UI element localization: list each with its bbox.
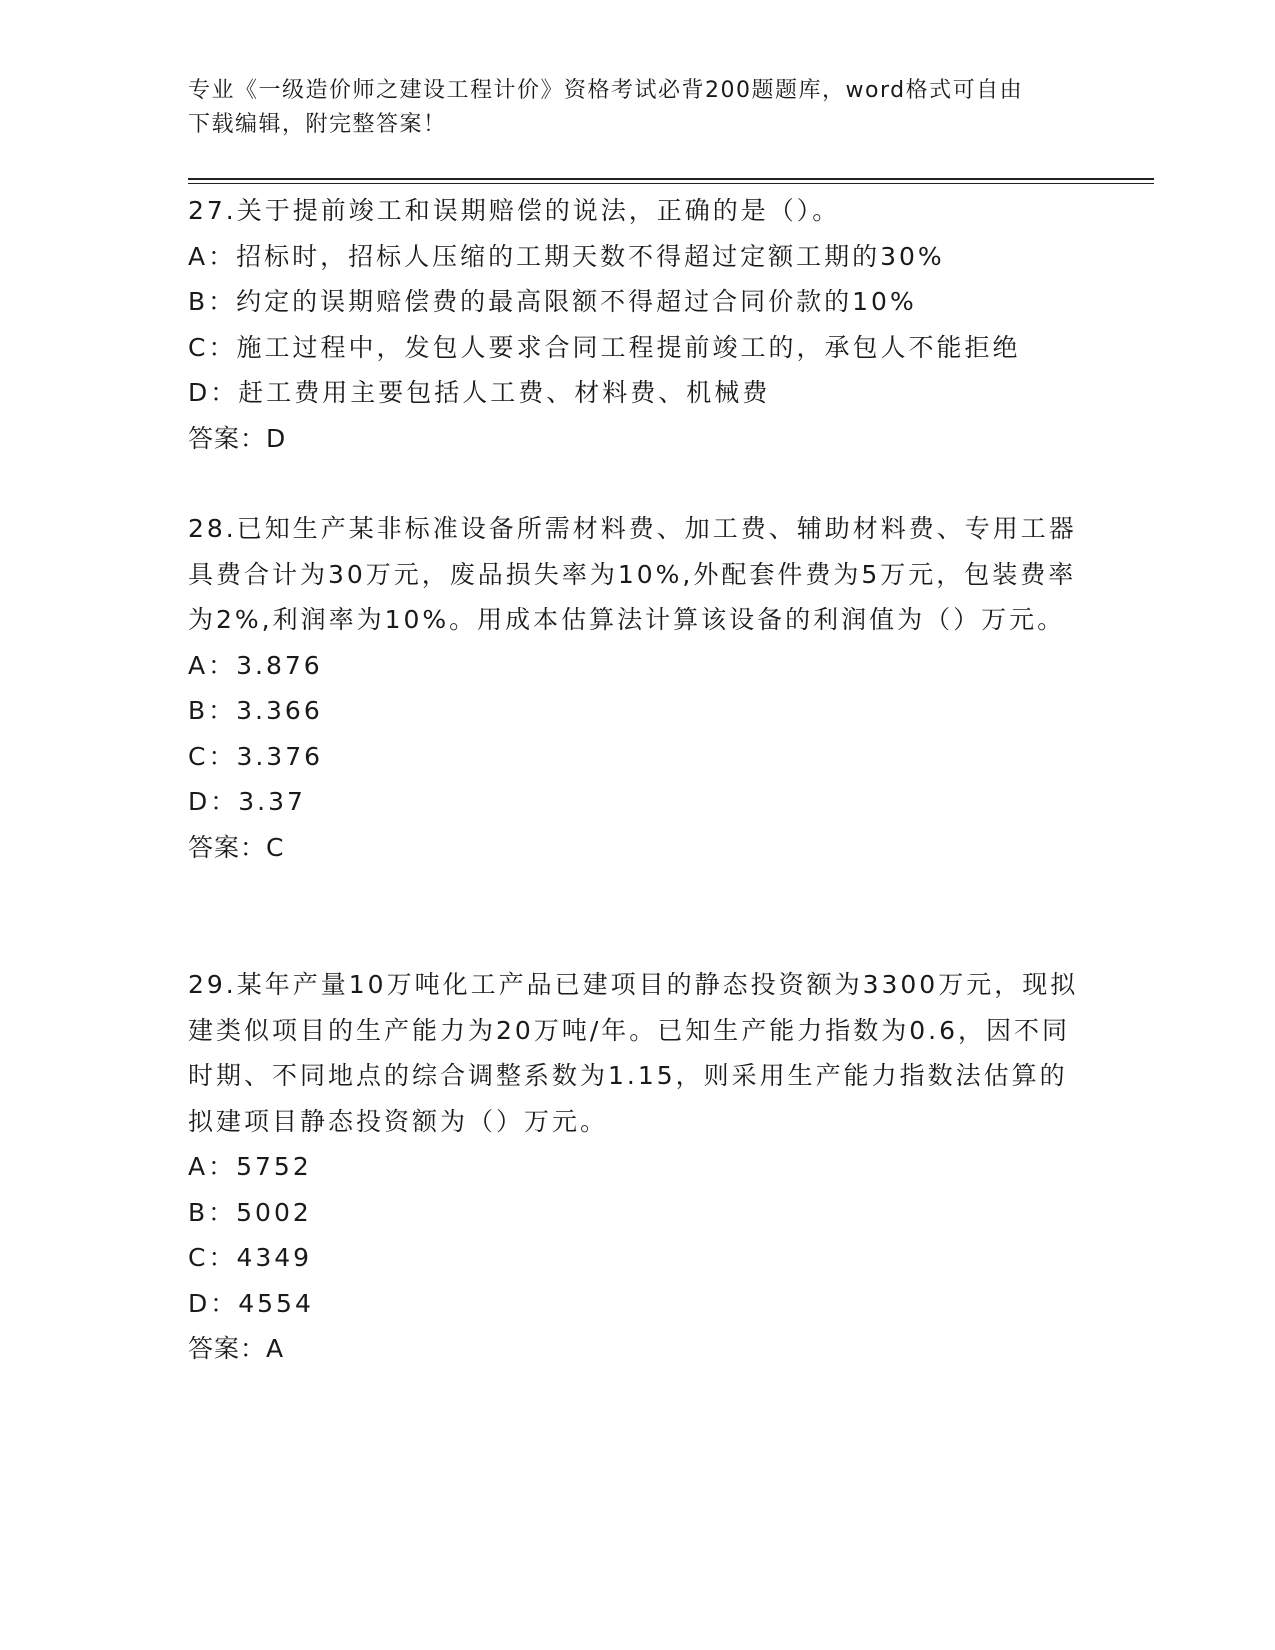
question-29 (188, 962, 1088, 1372)
option-a: A：5752 (188, 1152, 312, 1181)
answer-line: 答案：A (188, 1334, 285, 1363)
header-line-1: 专业《一级造价师之建设工程计价》资格考试必背200题题库，word格式可自由 (188, 78, 1024, 103)
question-stem: 29.某年产量10万吨化工产品已建项目的静态投资额为3300万元，现拟建类似项目的生产能力为20万吨/年。已知生产能力指数为0.6，因不同时期、不同地点的综合调整系数为1.15，则采用生产能力指数法估算的拟建项目静态投资额为（）万元。 (188, 970, 1079, 1136)
question-stem: 27.关于提前竣工和误期赔偿的说法，正确的是（）。 (188, 196, 841, 225)
answer-line: 答案：C (188, 832, 285, 862)
option-b: B：3.366 (188, 696, 323, 725)
option-d: D：赶工费用主要包括人工费、材料费、机械费 (188, 378, 771, 407)
header-divider-thin (188, 183, 1154, 184)
question-stem: 28.已知生产某非标准设备所需材料费、加工费、辅助材料费、专用工器具费合计为30万元，废品损失率为10%,外配套件费为5万元，包装费率为2%,利润率为10%。用成本估算法计算该设备的利润值为（）万元。 (188, 514, 1077, 634)
option-d: D：4554 (188, 1288, 314, 1318)
document-header (188, 74, 1088, 142)
option-a: A：3.876 (188, 650, 323, 680)
header-line-2: 下载编辑，附完整答案！ (188, 112, 447, 137)
option-d: D：3.37 (188, 787, 306, 816)
option-b: B：约定的误期赔偿费的最高限额不得超过合同价款的10% (188, 287, 917, 316)
option-b: B：5002 (188, 1197, 312, 1227)
answer-line: 答案：D (188, 423, 287, 453)
question-27 (188, 188, 1088, 461)
option-a: A：招标时，招标人压缩的工期天数不得超过定额工期的30% (188, 241, 945, 271)
question-28 (188, 506, 1088, 870)
option-c: C：施工过程中，发包人要求合同工程提前竣工的，承包人不能拒绝 (188, 332, 1021, 362)
header-divider-thick (188, 178, 1154, 180)
option-c: C：3.376 (188, 741, 324, 771)
option-c: C：4349 (188, 1243, 313, 1272)
